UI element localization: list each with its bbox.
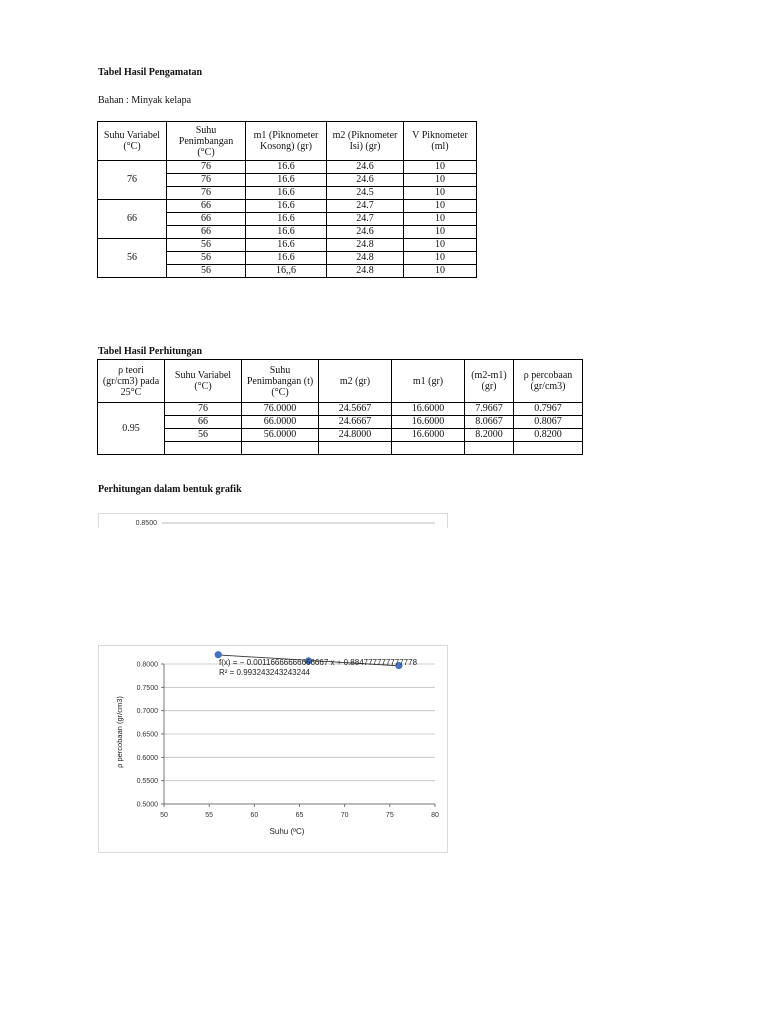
calculation-header-cell: m1 (gr): [392, 360, 465, 403]
table-row: [98, 429, 583, 442]
observation-header-cell: m2 (Piknometer Isi) (gr): [327, 122, 404, 161]
table-cell: 10: [404, 252, 477, 265]
material-label: Bahan : Minyak kelapa: [98, 95, 192, 106]
empty-cell: [165, 442, 242, 455]
table-cell: 10: [404, 200, 477, 213]
table-cell: 76: [165, 403, 242, 416]
observation-title: Tabel Hasil Pengamatan: [98, 67, 203, 78]
x-tick-label: 60: [250, 812, 259, 819]
observation-table: [97, 121, 477, 278]
calculation-header-cell: ρ teori (gr/cm3) pada 25°C: [98, 360, 165, 403]
table-cell: 16.6000: [392, 416, 465, 429]
table-cell: 76: [167, 187, 246, 200]
top-chart-tick-label: 0.8500: [135, 520, 157, 527]
variable-temperature-cell: 76: [98, 161, 167, 200]
table-cell: 24.6: [327, 226, 404, 239]
x-tick-label: 55: [205, 812, 214, 819]
table-cell: 16.6000: [392, 403, 465, 416]
table-cell: 24.8: [327, 265, 404, 278]
table-cell: 10: [404, 213, 477, 226]
density-chart: [98, 645, 448, 853]
table-cell: 10: [404, 174, 477, 187]
empty-cell: [514, 442, 583, 455]
y-tick-label: 0.6500: [136, 731, 158, 739]
table-cell: 10: [404, 239, 477, 252]
table-cell: 56.0000: [242, 429, 319, 442]
table-row: [98, 200, 477, 213]
table-row: [98, 239, 477, 252]
table-row: [98, 416, 583, 429]
calculation-header-cell: (m2-m1) (gr): [465, 360, 514, 403]
trendline-equation-label: f(x) = − 0.00116666666666667 x + 0.884777777777778: [219, 658, 418, 667]
table-cell: 16.6: [246, 226, 327, 239]
table-cell: 24.8: [327, 239, 404, 252]
table-cell: 16.6: [246, 161, 327, 174]
table-cell: 24.8000: [319, 429, 392, 442]
table-cell: 8.2000: [465, 429, 514, 442]
table-cell: 16.6: [246, 213, 327, 226]
empty-cell: [392, 442, 465, 455]
table-cell: 0.7967: [514, 403, 583, 416]
table-cell: 24.5667: [319, 403, 392, 416]
observation-header-cell: m1 (Piknometer Kosong) (gr): [246, 122, 327, 161]
table-cell: 76: [167, 174, 246, 187]
table-cell: 16.6: [246, 239, 327, 252]
y-axis-title: ρ percobaan (gr/cm3): [115, 696, 124, 768]
table-cell: 66: [167, 226, 246, 239]
calculation-title: Tabel Hasil Perhitungan: [98, 346, 203, 357]
table-cell: 24.6: [327, 161, 404, 174]
table-cell: 0.8200: [514, 429, 583, 442]
table-cell: 16.6: [246, 187, 327, 200]
observation-header-cell: Suhu Penimbangan (°C): [167, 122, 246, 161]
variable-temperature-cell: 66: [98, 200, 167, 239]
table-cell: 10: [404, 161, 477, 174]
y-tick-label: 0.7000: [136, 708, 158, 716]
calculation-table: [97, 359, 583, 455]
table-cell: 16.6000: [392, 429, 465, 442]
y-tick-label: 0.8000: [136, 661, 158, 669]
observation-header-cell: V Piknometer (ml): [404, 122, 477, 161]
empty-cell: [319, 442, 392, 455]
table-cell: 8.0667: [465, 416, 514, 429]
table-cell: 0.8067: [514, 416, 583, 429]
variable-temperature-cell: 56: [98, 239, 167, 278]
x-tick-label: 75: [385, 812, 394, 819]
x-tick-label: 65: [295, 812, 304, 819]
y-tick-label: 0.7500: [136, 684, 158, 692]
table-row: [98, 161, 477, 174]
table-cell: 16.6: [246, 174, 327, 187]
observation-header-cell: Suhu Variabel (°C): [98, 122, 167, 161]
empty-cell: [242, 442, 319, 455]
x-tick-label: 70: [340, 812, 349, 819]
table-cell: 76: [167, 161, 246, 174]
graph-title: Perhitungan dalam bentuk grafik: [98, 484, 242, 495]
r-squared-label: R² = 0.993243243243244: [219, 668, 310, 677]
table-cell: 24.8: [327, 252, 404, 265]
calculation-header-cell: Suhu Penimbangan (t) (°C): [242, 360, 319, 403]
x-tick-label: 80: [431, 812, 439, 819]
table-cell: 24.6667: [319, 416, 392, 429]
table-row: [98, 403, 583, 416]
table-cell: 66: [167, 200, 246, 213]
density-chart-svg: [99, 646, 447, 852]
top-chart-fragment: [98, 513, 448, 528]
y-tick-label: 0.5500: [136, 778, 158, 786]
table-cell: 66: [167, 213, 246, 226]
table-cell: 56: [167, 265, 246, 278]
empty-cell: [465, 442, 514, 455]
table-cell: 24.6: [327, 174, 404, 187]
table-cell: 76.0000: [242, 403, 319, 416]
table-cell: 24.5: [327, 187, 404, 200]
empty-table-row: [98, 442, 583, 455]
calculation-header-cell: ρ percobaan (gr/cm3): [514, 360, 583, 403]
table-cell: 56: [167, 252, 246, 265]
table-cell: 16.6: [246, 252, 327, 265]
table-cell: 66: [165, 416, 242, 429]
table-cell: 16,,6: [246, 265, 327, 278]
y-tick-label: 0.5000: [136, 801, 158, 809]
table-cell: 56: [165, 429, 242, 442]
table-cell: 24.7: [327, 200, 404, 213]
x-tick-label: 50: [160, 812, 168, 819]
calculation-header-cell: Suhu Variabel (°C): [165, 360, 242, 403]
x-axis-title: Suhu (ºC): [269, 827, 305, 836]
table-cell: 10: [404, 187, 477, 200]
table-cell: 10: [404, 265, 477, 278]
table-cell: 66.0000: [242, 416, 319, 429]
table-cell: 10: [404, 226, 477, 239]
table-cell: 16.6: [246, 200, 327, 213]
rho-theory-cell: 0.95: [98, 403, 165, 455]
table-cell: 24.7: [327, 213, 404, 226]
table-cell: 7.9667: [465, 403, 514, 416]
calculation-header-cell: m2 (gr): [319, 360, 392, 403]
table-cell: 56: [167, 239, 246, 252]
y-tick-label: 0.6000: [136, 754, 158, 762]
